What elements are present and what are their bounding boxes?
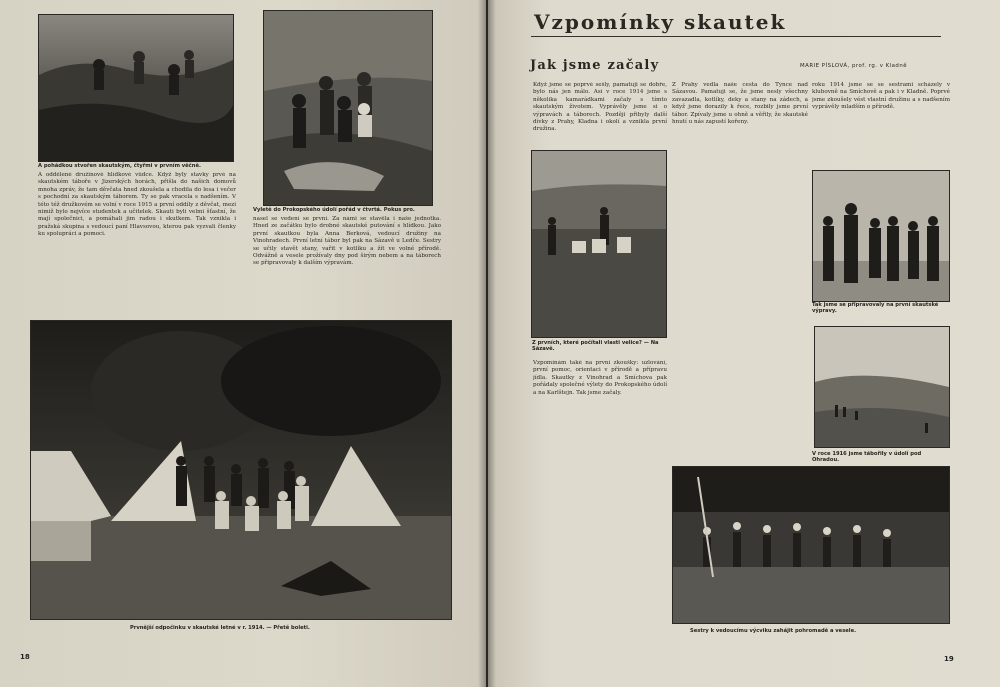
article-author: MARIE PÍSLOVÁ, prof. rg. v Kladně [800, 63, 908, 69]
photo-camp-tents [30, 320, 452, 620]
caption-middle-left: Z prvních, které počítali vlasti velice? — Na Sázavě. [532, 340, 659, 353]
left-column-2: nasel se vedení se první. Za námi se stavěla i naše jednotka. Hned ze začátku bylo drobné skautské putování s hlídkou. Jako první skautkou byla Anna Berková, vedoucí družiny na Vinohradech. První letní tábor byl pak na Sázavě u Ledče. Sestry se učily stavět stany, vařit v kotlíku a žít ve volné přírodě. Odvážně a vesele prožívaly dny pod širým nebem a na táborech se připravovaly k dalším výpravám. [253, 216, 441, 267]
caption-bottom: Prvnější odpočinku v skautské letné v r. 1914. — Přetě boleti. [130, 625, 310, 631]
book-gutter [478, 0, 496, 687]
photo-camp-tents-image [31, 321, 451, 619]
caption-right-bottom: Sestry k vedoucímu výcviku zahájit pohromadě a vesele. [690, 628, 857, 634]
right-column-2: Z Prahy vedla naše cesta do Týnce nad Sázavou. Pamatuji se, že jsme nesly všechny zavazadla, kotlíky, deky a stany na zádech, a když jsme dorazily k řece, rozbily jsme první tábor. Zpívaly jsme u ohně a věřily, že skautské hnutí u nás zapustí kořeny. [672, 82, 808, 126]
title-rule [531, 36, 941, 37]
photo-valley [814, 326, 950, 448]
photo-girls-group-image [264, 11, 432, 205]
photo-river-bathing [672, 466, 950, 624]
photo-scouts-standing-image [813, 171, 949, 301]
photo-girls-group [263, 10, 433, 206]
left-page-number: 18 [20, 653, 30, 661]
caption-top-left: A pohádkou stvořen skautským, čtyřmi v prvním věčně. [38, 163, 201, 169]
caption-right-middle: V roce 1916 jsme tábořily v údolí pod Ohradou. [812, 451, 922, 464]
caption-right-top: Tak jsme se připravovaly na první skautské výpravy. [812, 302, 939, 315]
right-column-3: Vzpomínám také na první zkoušky: uzlování, první pomoc, orientaci v přírodě a přípravu jídla. Skautky z Vinohrad a Smíchova pak pořádaly společné výlety do Prokopského údolí a na Karlštejn. Tak jsme začaly. [533, 360, 667, 396]
photo-scouts-standing [812, 170, 950, 302]
photo-riverside [531, 150, 667, 338]
right-column-1: Když jsme se poprvé sešly, pamatuji se dobře, bylo nás jen málo. Asi v roce 1914 jsme s několika kamarádkami začaly s tímto skautským životem. Vyprávěly jsme si o výpravách a táborech. Později přibyly další dívky z Prahy, Kladna i okolí a vznikla první družina. [533, 82, 667, 133]
photo-forest-hikers [38, 14, 234, 162]
left-column-1: A oddělené družinové hlídkové vůdce. Když byly stavky prvé na skautském táboře v Jizerských horách, přišla do našich domovů mnoha zpráv, že tam děvčata hned zkoušela a chodila do lesa i večer s pochodní za skautským táborem. Ty se pak vracela s nadšením. V této též družkovém se volní v roce 1915 a první oddíly z děvčat, mezi nimiž bylo nejvíce studentek a učitelek. Skauti byli velmi šťastní, že mají společnici, a pomáhali jim radou i skutkem. Tak vznikla i pražská skupina s vedoucí paní Hlavsovou, kterou pak vyzvali členky ku spolupráci a pomoci. [38, 172, 236, 238]
article-subtitle: Jak jsme začaly [530, 58, 660, 73]
article-title: Vzpomínky skautek [534, 10, 787, 34]
left-page [0, 0, 486, 687]
photo-valley-image [815, 327, 949, 447]
photo-riverside-image [532, 151, 666, 337]
caption-top-right: Vyletě do Prokopského údolí pořád v čtvrtá. Pokus pro. [253, 207, 415, 213]
photo-forest-hikers-image [39, 15, 233, 161]
right-column-4: roku 1914 jsme se se sestrami scházely v klubovně na Smíchově a pak i v Kladně. Poprvé jsme zkoušely vést vlastní družinu a s nadšením vyprávěly mladším o přírodě. [812, 82, 950, 111]
photo-river-bathing-image [673, 467, 949, 623]
right-page-number: 19 [944, 655, 954, 663]
